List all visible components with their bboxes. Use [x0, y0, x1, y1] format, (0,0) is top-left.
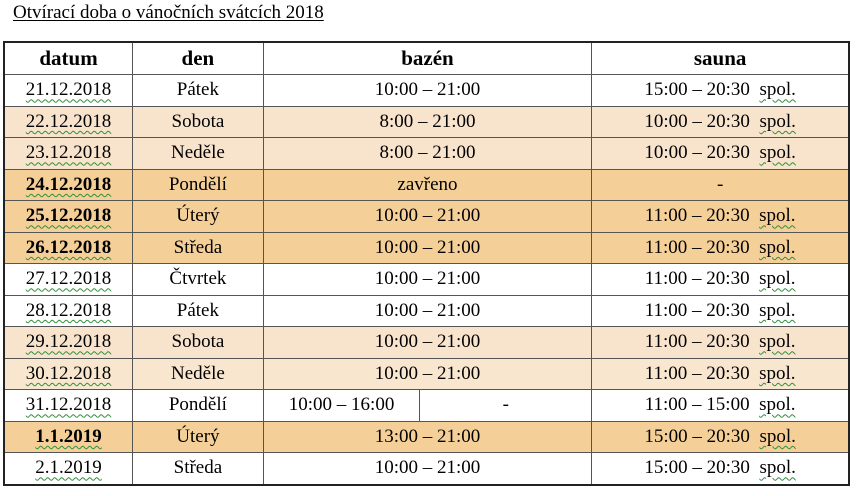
pool-cell: 13:00 – 21:00	[263, 421, 592, 453]
pool-cell: 10:00 – 21:00	[263, 295, 592, 327]
date-cell: 28.12.2018	[4, 295, 133, 327]
table-header-row	[4, 42, 849, 75]
sauna-cell: 11:00 – 20:30 spol.	[592, 327, 849, 359]
day-cell: Středa	[133, 453, 264, 485]
sauna-cell: 15:00 – 20:30 spol.	[592, 453, 849, 485]
day-cell: Čtvrtek	[133, 264, 264, 296]
date-cell: 1.1.2019	[4, 421, 133, 453]
date-cell: 30.12.2018	[4, 358, 133, 390]
table-row	[4, 453, 849, 485]
page-title: Otvírací doba o vánočních svátcích 2018	[13, 2, 324, 23]
pool-cell: 10:00 – 21:00	[263, 201, 592, 233]
day-cell: Sobota	[133, 327, 264, 359]
table-row	[4, 106, 849, 138]
sauna-cell: -	[592, 169, 849, 201]
pool-cell: 10:00 – 21:00	[263, 327, 592, 359]
table-row	[4, 421, 849, 453]
pool-cell: 10:00 – 21:00	[263, 358, 592, 390]
table-row	[4, 390, 849, 422]
day-cell: Středa	[133, 232, 264, 264]
day-cell: Pátek	[133, 75, 264, 107]
pool-cell: 10:00 – 21:00	[263, 453, 592, 485]
pool-cell: 10:00 – 21:00	[263, 232, 592, 264]
table-row	[4, 232, 849, 264]
pool-cell: zavřeno	[263, 169, 592, 201]
date-cell: 22.12.2018	[4, 106, 133, 138]
table-row	[4, 358, 849, 390]
day-cell: Pátek	[133, 295, 264, 327]
opening-hours-table	[3, 41, 850, 486]
header-date: datum	[4, 42, 133, 75]
header-pool: bazén	[263, 42, 592, 75]
table-row	[4, 169, 849, 201]
pool-cell: 10:00 – 21:00	[263, 75, 592, 107]
sauna-cell: 10:00 – 20:30 spol.	[592, 138, 849, 170]
date-cell: 23.12.2018	[4, 138, 133, 170]
sauna-cell: 15:00 – 20:30 spol.	[592, 75, 849, 107]
table-row	[4, 264, 849, 296]
table-row	[4, 75, 849, 107]
pool-cell: 8:00 – 21:00	[263, 138, 592, 170]
sauna-cell: 11:00 – 15:00 spol.	[592, 390, 849, 422]
pool-cell-b: -	[420, 390, 592, 422]
day-cell: Neděle	[133, 138, 264, 170]
date-cell: 27.12.2018	[4, 264, 133, 296]
sauna-cell: 11:00 – 20:30 spol.	[592, 232, 849, 264]
date-cell: 26.12.2018	[4, 232, 133, 264]
date-cell: 31.12.2018	[4, 390, 133, 422]
day-cell: Úterý	[133, 201, 264, 233]
pool-cell: 10:00 – 21:00	[263, 264, 592, 296]
day-cell: Sobota	[133, 106, 264, 138]
pool-cell-a: 10:00 – 16:00	[263, 390, 420, 422]
table-row	[4, 138, 849, 170]
header-day: den	[133, 42, 264, 75]
pool-cell: 8:00 – 21:00	[263, 106, 592, 138]
sauna-cell: 11:00 – 20:30 spol.	[592, 264, 849, 296]
day-cell: Pondělí	[133, 390, 264, 422]
sauna-cell: 11:00 – 20:30 spol.	[592, 201, 849, 233]
date-cell: 2.1.2019	[4, 453, 133, 485]
day-cell: Úterý	[133, 421, 264, 453]
date-cell: 21.12.2018	[4, 75, 133, 107]
date-cell: 24.12.2018	[4, 169, 133, 201]
header-sauna: sauna	[592, 42, 849, 75]
sauna-cell: 15:00 – 20:30 spol.	[592, 421, 849, 453]
date-cell: 25.12.2018	[4, 201, 133, 233]
sauna-cell: 10:00 – 20:30 spol.	[592, 106, 849, 138]
sauna-cell: 11:00 – 20:30 spol.	[592, 358, 849, 390]
date-cell: 29.12.2018	[4, 327, 133, 359]
table-row	[4, 295, 849, 327]
table-row	[4, 327, 849, 359]
table-row	[4, 201, 849, 233]
sauna-cell: 11:00 – 20:30 spol.	[592, 295, 849, 327]
day-cell: Neděle	[133, 358, 264, 390]
day-cell: Pondělí	[133, 169, 264, 201]
